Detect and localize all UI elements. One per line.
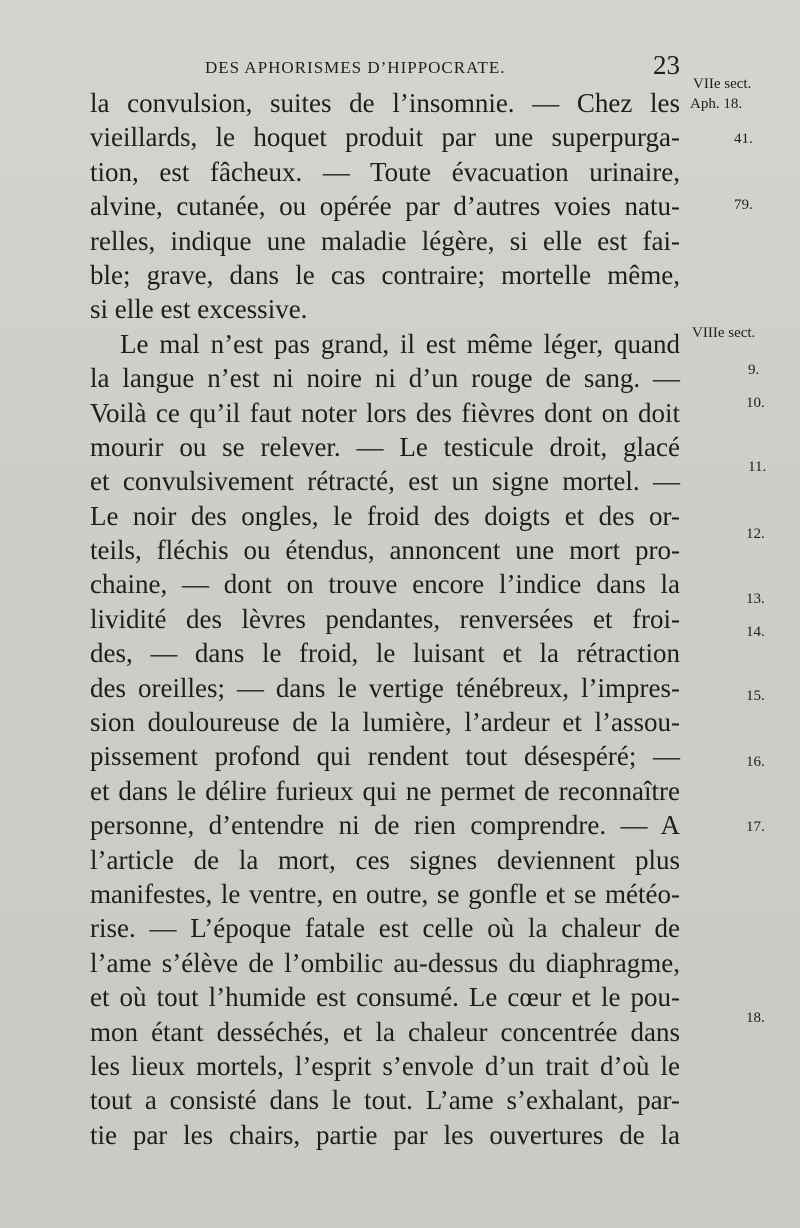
margin-note-9: 9. [748, 362, 760, 378]
margin-note-11: 11. [748, 459, 767, 475]
text-line: rise. — L’époque fatale est celle où la chaleur de [90, 913, 680, 944]
margin-note-13: 13. [746, 591, 765, 607]
text-line: et où tout l’humide est consumé. Le cœur et le pou- [90, 982, 680, 1013]
text-line: sion douloureuse de la lumière, l’ardeur et l’assou- [90, 707, 680, 738]
margin-note-12: 12. [746, 526, 765, 542]
text-line: tie par les chairs, partie par les ouvertures de la [90, 1119, 680, 1150]
margin-note-section-viii: VIIIe sect. [692, 325, 756, 341]
running-title: DES APHORISMES D’HIPPOCRATE. [205, 58, 506, 77]
text-line: Le noir des ongles, le froid des doigts et des or- [90, 500, 680, 531]
body-text [90, 86, 680, 1152]
text-line: Le mal n’est pas grand, il est même léger, quand [120, 328, 680, 359]
text-line: personne, d’entendre ni de rien comprendre. — A [90, 810, 680, 841]
margin-note-16: 16. [746, 754, 765, 770]
text-line: mourir ou se relever. — Le testicule droit, glacé [90, 431, 680, 462]
margin-note-79: 79. [734, 197, 753, 213]
page-number: 23 [653, 50, 680, 80]
text-line: mon étant desséchés, et la chaleur concentrée dans [90, 1016, 680, 1047]
text-line: ble; grave, dans le cas contraire; mortelle même, [90, 259, 680, 290]
text-line: vieillards, le hoquet produit par une superpurga- [90, 122, 680, 153]
text-line: la convulsion, suites de l’insomnie. — Chez les [90, 88, 680, 118]
text-line: des, — dans le froid, le luisant et la rétraction [90, 638, 680, 669]
text-line: relles, indique une maladie légère, si elle est fai- [90, 225, 680, 256]
text-line: alvine, cutanée, ou opérée par d’autres voies natu- [90, 191, 680, 222]
text-line: l’ame s’élève de l’ombilic au-dessus du diaphragme, [90, 947, 680, 978]
text-line: si elle est excessive. [90, 294, 308, 325]
margin-note-10: 10. [746, 395, 765, 411]
text-line: lividité des lèvres pendantes, renversées et froi- [90, 603, 680, 634]
text-line: les lieux mortels, l’esprit s’envole d’un trait d’où le [90, 1050, 680, 1081]
text-line: la langue n’est ni noire ni d’un rouge de sang. — [90, 363, 680, 394]
running-header [205, 50, 680, 84]
text-line: et dans le délire furieux qui ne permet de reconnaître [90, 775, 680, 806]
margin-note-15: 15. [746, 688, 765, 704]
margin-note-14: 14. [746, 624, 765, 640]
text-line: teils, fléchis ou étendus, annoncent une mort pro- [90, 535, 680, 566]
text-line: chaine, — dont on trouve encore l’indice dans la [90, 569, 680, 600]
margin-note-section-vii: VIIe sect. [693, 76, 752, 92]
text-line: manifestes, le ventre, en outre, se gonfle et se météo- [90, 878, 680, 909]
text-line: Voilà ce qu’il faut noter lors des fièvres dont on doit [90, 397, 680, 428]
text-line: des oreilles; — dans le vertige ténébreux, l’impres- [90, 672, 680, 703]
text-line: l’article de la mort, ces signes deviennent plus [90, 844, 680, 875]
text-line: tout a consisté dans le tout. L’ame s’exhalant, par- [90, 1085, 680, 1116]
margin-note-41: 41. [734, 131, 753, 147]
text-line: pissement profond qui rendent tout désespéré; — [90, 741, 680, 772]
text-line: tion, est fâcheux. — Toute évacuation urinaire, [90, 156, 680, 187]
margin-notes [688, 0, 800, 1228]
margin-note-17: 17. [746, 819, 765, 835]
margin-note-aph-18: Aph. 18. [690, 96, 743, 112]
text-line: et convulsivement rétracté, est un signe mortel. — [90, 466, 680, 497]
margin-note-18: 18. [746, 1010, 765, 1026]
